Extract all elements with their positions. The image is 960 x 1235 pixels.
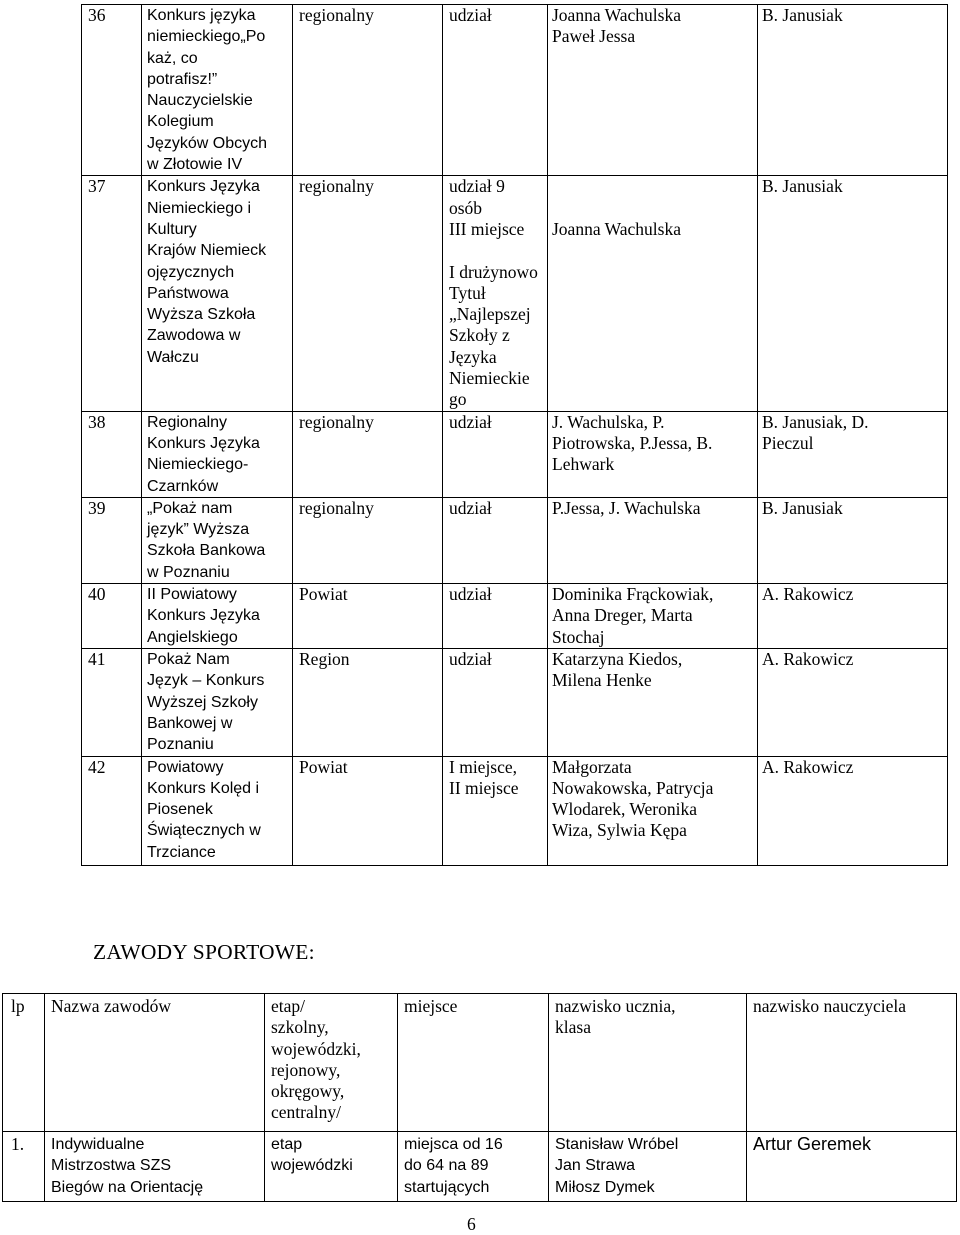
- competition-level: etap wojewódzki: [271, 1136, 353, 1175]
- competition-name: II Powiatowy Konkurs Języka Angielskiego: [147, 586, 260, 646]
- header-place: miejsce: [398, 994, 549, 1132]
- table-row: [82, 756, 948, 865]
- header-student: nazwisko ucznia, klasa: [555, 996, 676, 1038]
- teacher-name: B. Janusiak: [758, 497, 948, 583]
- competition-level: Powiat: [293, 756, 443, 865]
- competition-result: udział 9 osób III miejsce I drużynowo Tytuł „Najlepszej Szkoły z Języka Niemieckie go: [449, 176, 538, 410]
- student-names: Joanna Wachulska Paweł Jessa: [552, 5, 681, 47]
- row-number: 42: [82, 756, 142, 865]
- header-lp: lp: [3, 994, 45, 1132]
- table-row: [82, 5, 948, 176]
- competition-result: udział: [449, 649, 492, 670]
- row-number: 37: [82, 176, 142, 411]
- header-teacher: nazwisko nauczyciela: [747, 994, 957, 1132]
- sports-table: [2, 993, 957, 1202]
- student-names: Joanna Wachulska: [552, 218, 681, 239]
- student-names: Stanisław Wróbel Jan Strawa Miłosz Dymek: [555, 1136, 679, 1196]
- competition-level: regionalny: [293, 176, 443, 411]
- competition-place: miejsca od 16 do 64 na 89 startujących: [404, 1136, 503, 1196]
- competition-name: Indywidualne Mistrzostwa SZS Biegów na Orientację: [51, 1136, 204, 1196]
- competition-name: Regionalny Konkurs Języka Niemieckiego- Czarnków: [147, 413, 260, 495]
- teacher-name: Artur Geremek: [747, 1132, 957, 1202]
- table-row: [82, 176, 948, 411]
- page-number: 6: [467, 1214, 476, 1234]
- teacher-name: B. Janusiak: [758, 5, 948, 176]
- results-table: [81, 4, 948, 866]
- competition-level: regionalny: [293, 5, 443, 176]
- teacher-name: A. Rakowicz: [758, 649, 948, 756]
- competition-level: Region: [293, 649, 443, 756]
- competition-result: udział: [449, 411, 492, 432]
- row-number: 41: [82, 649, 142, 756]
- teacher-name: A. Rakowicz: [758, 584, 948, 649]
- competition-result: udział: [449, 497, 492, 518]
- row-number: 39: [82, 497, 142, 583]
- teacher-name: B. Janusiak: [758, 176, 948, 411]
- competition-name: Konkurs Języka Niemieckiego i Kultury Krajów Niemieck ojęzycznych Państwowa Wyższa Szkoła Zawodowa w Wałczu: [147, 178, 267, 366]
- competition-level: Powiat: [293, 584, 443, 649]
- table-row: [82, 497, 948, 583]
- competition-result: I miejsce, II miejsce: [449, 756, 519, 798]
- teacher-name: B. Janusiak, D. Pieczul: [762, 411, 869, 453]
- student-names: Katarzyna Kiedos, Milena Henke: [552, 649, 683, 691]
- competition-name: Konkurs języka niemieckiego„Po każ, co potrafisz!” Nauczycielskie Kolegium Języków Obcych w Złotowie IV: [147, 7, 268, 174]
- header-name: Nazwa zawodów: [45, 994, 265, 1132]
- student-names: P.Jessa, J. Wachulska: [552, 497, 701, 518]
- teacher-name: A. Rakowicz: [758, 756, 948, 865]
- competition-result: udział: [449, 5, 492, 25]
- table-row: [3, 1132, 957, 1202]
- row-number: 36: [82, 5, 142, 176]
- student-names: Małgorzata Nowakowska, Patrycja Wlodarek, Weronika Wiza, Sylwia Kępa: [552, 756, 714, 841]
- competition-name: „Pokaż nam język” Wyższa Szkoła Bankowa w Poznaniu: [147, 499, 266, 581]
- row-number: 40: [82, 584, 142, 649]
- table-row: [82, 649, 948, 756]
- table-header-row: [3, 994, 957, 1132]
- student-names: J. Wachulska, P. Piotrowska, P.Jessa, B. Lehwark: [552, 411, 713, 475]
- table-row: [82, 411, 948, 497]
- header-level: etap/ szkolny, wojewódzki, rejonowy, okręgowy, centralny/: [271, 996, 361, 1123]
- row-lp: 1.: [3, 1132, 45, 1202]
- competition-level: regionalny: [293, 497, 443, 583]
- row-number: 38: [82, 411, 142, 497]
- competition-name: Powiatowy Konkurs Kolęd i Piosenek Świątecznych w Trzciance: [147, 758, 261, 861]
- competition-result: udział: [449, 584, 492, 605]
- section-heading: ZAWODY SPORTOWE:: [93, 940, 315, 964]
- table-row: [82, 584, 948, 649]
- competition-name: Pokaż Nam Język – Konkurs Wyższej Szkoły Bankowej w Poznaniu: [147, 651, 265, 754]
- competition-level: regionalny: [293, 411, 443, 497]
- student-names: Dominika Frąckowiak, Anna Dreger, Marta Stochaj: [552, 584, 714, 647]
